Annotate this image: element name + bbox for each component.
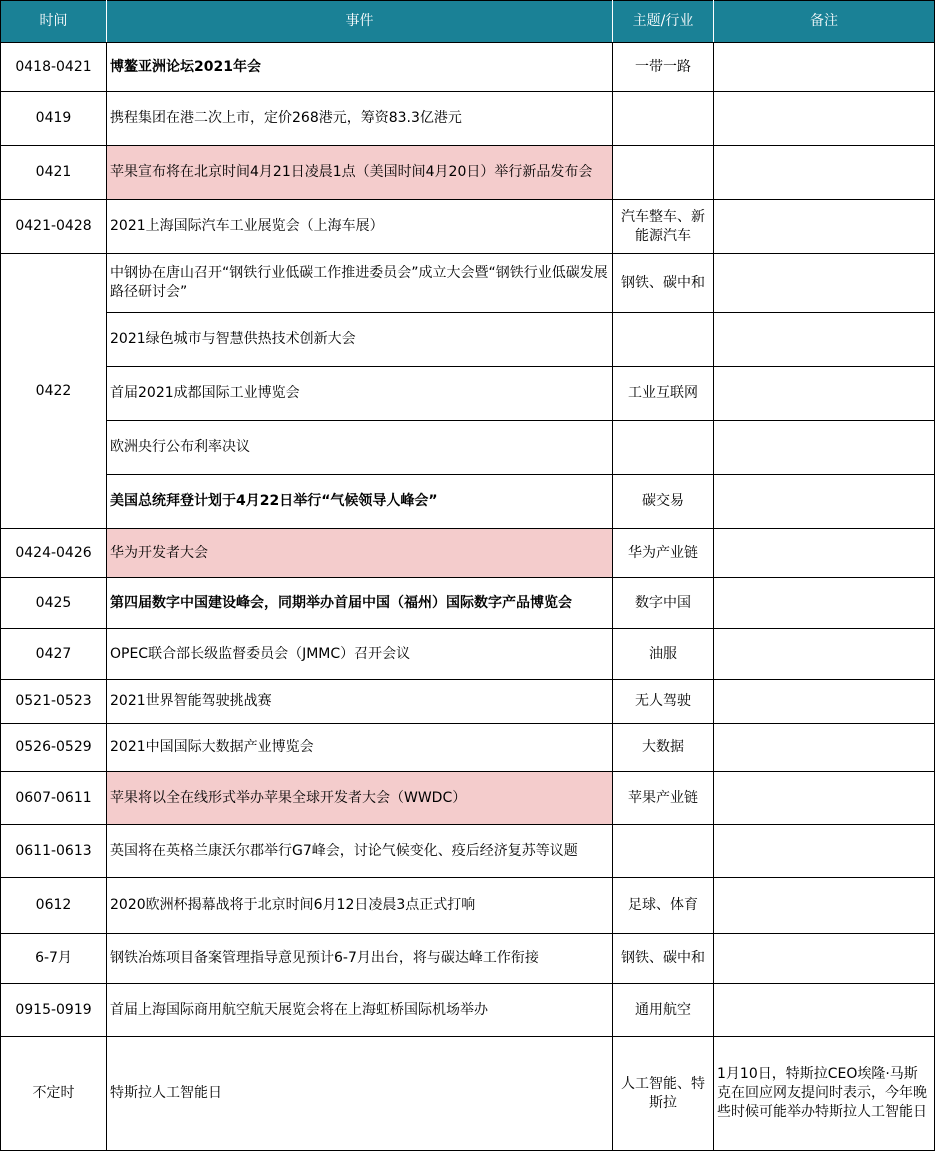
cell-note <box>714 878 935 934</box>
cell-time: 0915-0919 <box>1 984 107 1037</box>
cell-time: 6-7月 <box>1 934 107 984</box>
cell-event: 英国将在英格兰康沃尔郡举行G7峰会，讨论气候变化、疫后经济复苏等议题 <box>107 825 613 878</box>
cell-note <box>714 367 935 421</box>
cell-event: 2021中国国际大数据产业博览会 <box>107 724 613 772</box>
table-row <box>1 934 935 984</box>
table-row <box>1 146 935 200</box>
cell-topic: 数字中国 <box>613 578 714 629</box>
cell-time: 0425 <box>1 578 107 629</box>
cell-note <box>714 680 935 724</box>
cell-event: 第四届数字中国建设峰会，同期举办首届中国（福州）国际数字产品博览会 <box>107 578 613 629</box>
table-row <box>1 772 935 825</box>
column-header-event: 事件 <box>107 1 613 43</box>
table-row <box>1 43 935 92</box>
cell-event: 首届2021成都国际工业博览会 <box>107 367 613 421</box>
cell-event: 2021上海国际汽车工业展览会（上海车展） <box>107 200 613 254</box>
cell-topic: 工业互联网 <box>613 367 714 421</box>
table-header-row <box>1 1 935 43</box>
cell-time: 0612 <box>1 878 107 934</box>
table-row <box>1 313 935 367</box>
column-header-time: 时间 <box>1 1 107 43</box>
table-row <box>1 200 935 254</box>
cell-note <box>714 578 935 629</box>
cell-event: 中钢协在唐山召开“钢铁行业低碳工作推进委员会”成立大会暨“钢铁行业低碳发展路径研讨会” <box>107 254 613 313</box>
table-row <box>1 825 935 878</box>
cell-topic: 华为产业链 <box>613 529 714 578</box>
cell-topic: 人工智能、特斯拉 <box>613 1037 714 1151</box>
cell-topic: 油服 <box>613 629 714 680</box>
table-row <box>1 254 935 313</box>
table-row <box>1 724 935 772</box>
cell-topic: 一带一路 <box>613 43 714 92</box>
cell-note <box>714 475 935 529</box>
cell-event: 苹果宣布将在北京时间4月21日凌晨1点（美国时间4月20日）举行新品发布会 <box>107 146 613 200</box>
cell-note <box>714 825 935 878</box>
cell-topic: 足球、体育 <box>613 878 714 934</box>
cell-time: 0427 <box>1 629 107 680</box>
cell-topic: 碳交易 <box>613 475 714 529</box>
cell-note <box>714 92 935 146</box>
cell-topic <box>613 313 714 367</box>
cell-event: 苹果将以全在线形式举办苹果全球开发者大会（WWDC） <box>107 772 613 825</box>
cell-event: 携程集团在港二次上市，定价268港元，筹资83.3亿港元 <box>107 92 613 146</box>
cell-time: 0526-0529 <box>1 724 107 772</box>
cell-time: 0418-0421 <box>1 43 107 92</box>
cell-note <box>714 984 935 1037</box>
table-row <box>1 878 935 934</box>
table-row <box>1 475 935 529</box>
cell-topic: 无人驾驶 <box>613 680 714 724</box>
cell-event: OPEC联合部长级监督委员会（JMMC）召开会议 <box>107 629 613 680</box>
cell-time: 0419 <box>1 92 107 146</box>
cell-event: 美国总统拜登计划于4月22日举行“气候领导人峰会” <box>107 475 613 529</box>
cell-topic: 通用航空 <box>613 984 714 1037</box>
cell-event: 欧洲央行公布利率决议 <box>107 421 613 475</box>
cell-topic: 钢铁、碳中和 <box>613 934 714 984</box>
column-header-note: 备注 <box>714 1 935 43</box>
cell-event: 博鳌亚洲论坛2021年会 <box>107 43 613 92</box>
cell-note <box>714 313 935 367</box>
cell-note <box>714 772 935 825</box>
cell-topic: 钢铁、碳中和 <box>613 254 714 313</box>
table-row <box>1 984 935 1037</box>
cell-time: 0422 <box>1 254 107 529</box>
cell-event: 2020欧洲杯揭幕战将于北京时间6月12日凌晨3点正式打响 <box>107 878 613 934</box>
cell-note <box>714 200 935 254</box>
cell-topic: 汽车整车、新能源汽车 <box>613 200 714 254</box>
table-row <box>1 367 935 421</box>
cell-time: 0421-0428 <box>1 200 107 254</box>
cell-note <box>714 146 935 200</box>
cell-note <box>714 724 935 772</box>
cell-note <box>714 529 935 578</box>
cell-note <box>714 43 935 92</box>
cell-topic <box>613 421 714 475</box>
table-row <box>1 421 935 475</box>
cell-event: 特斯拉人工智能日 <box>107 1037 613 1151</box>
table-row <box>1 92 935 146</box>
table-row <box>1 1037 935 1151</box>
cell-event: 首届上海国际商用航空航天展览会将在上海虹桥国际机场举办 <box>107 984 613 1037</box>
cell-topic: 大数据 <box>613 724 714 772</box>
cell-time: 0521-0523 <box>1 680 107 724</box>
cell-note <box>714 254 935 313</box>
table-row <box>1 680 935 724</box>
cell-note <box>714 934 935 984</box>
cell-event: 2021绿色城市与智慧供热技术创新大会 <box>107 313 613 367</box>
cell-time: 0611-0613 <box>1 825 107 878</box>
cell-topic <box>613 146 714 200</box>
cell-time: 不定时 <box>1 1037 107 1151</box>
cell-event: 2021世界智能驾驶挑战赛 <box>107 680 613 724</box>
cell-time: 0421 <box>1 146 107 200</box>
cell-topic <box>613 825 714 878</box>
cell-time: 0424-0426 <box>1 529 107 578</box>
cell-note <box>714 421 935 475</box>
cell-topic: 苹果产业链 <box>613 772 714 825</box>
cell-event: 华为开发者大会 <box>107 529 613 578</box>
table-row <box>1 629 935 680</box>
cell-note: 1月10日，特斯拉CEO埃隆·马斯克在回应网友提问时表示，今年晚些时候可能举办特斯拉人工智能日 <box>714 1037 935 1151</box>
table-row <box>1 529 935 578</box>
cell-time: 0607-0611 <box>1 772 107 825</box>
cell-note <box>714 629 935 680</box>
column-header-topic: 主题/行业 <box>613 1 714 43</box>
cell-topic <box>613 92 714 146</box>
table-row <box>1 578 935 629</box>
cell-event: 钢铁冶炼项目备案管理指导意见预计6-7月出台，将与碳达峰工作衔接 <box>107 934 613 984</box>
